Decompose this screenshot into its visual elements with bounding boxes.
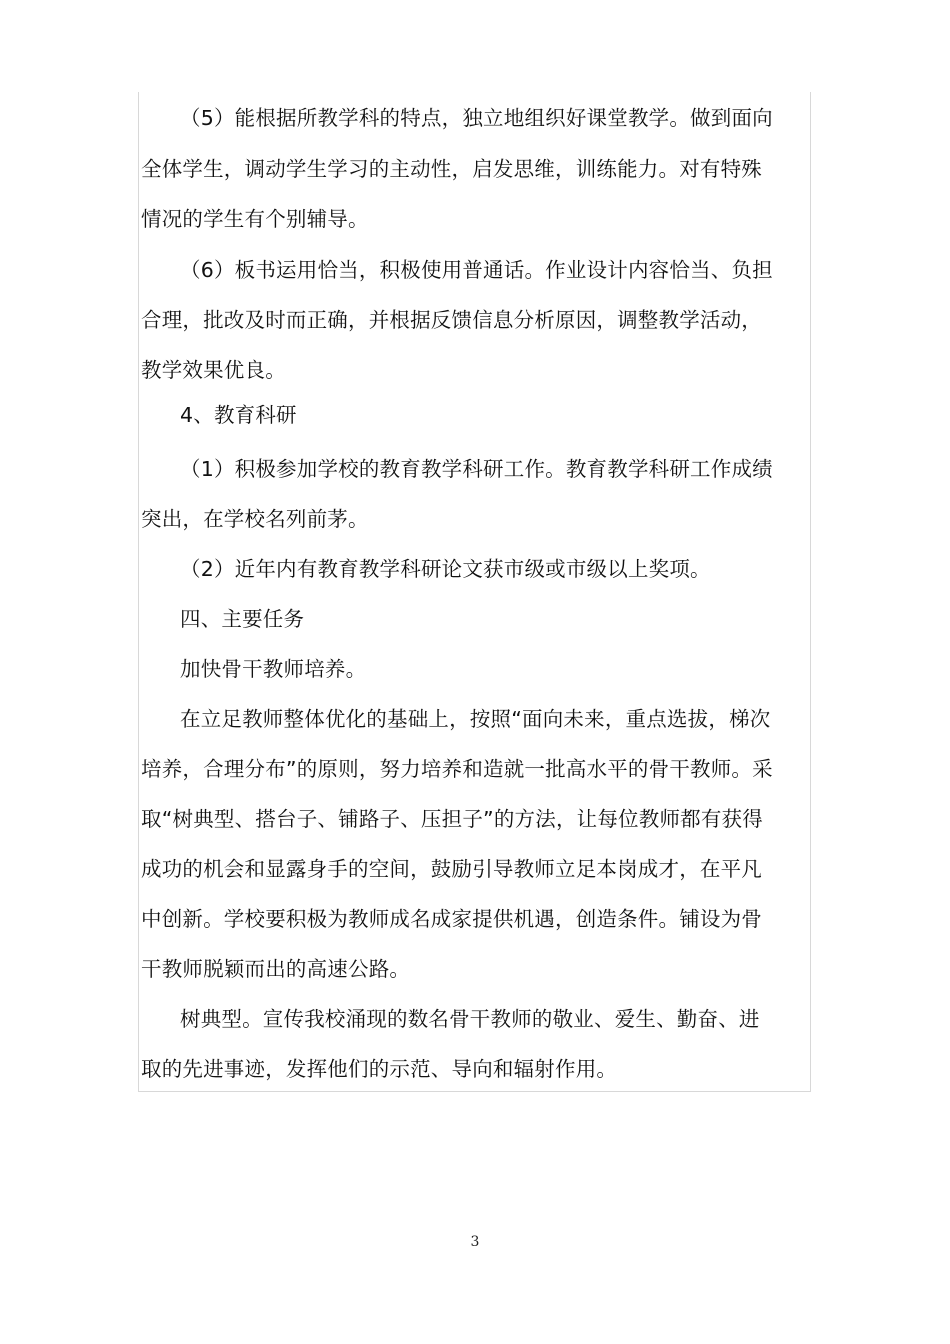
text-line: 突出，在学校名列前茅。	[141, 507, 369, 531]
text-line: 合理，批改及时而正确，并根据反馈信息分析原因，调整教学活动，	[141, 308, 762, 332]
section-heading: 四、主要任务	[180, 607, 305, 631]
text-line: 取的先进事迹，发挥他们的示范、导向和辐射作用。	[141, 1057, 618, 1081]
text-line: 中创新。学校要积极为教师成名成家提供机遇，创造条件。铺设为骨	[141, 907, 762, 931]
text-line: 在立足教师整体优化的基础上，按照“面向未来，重点选拔，梯次	[180, 707, 771, 731]
text-line: 全体学生，调动学生学习的主动性，启发思维，训练能力。对有特殊	[141, 157, 762, 181]
text-line: （5）能根据所教学科的特点，独立地组织好课堂教学。做到面向	[180, 106, 773, 130]
text-line: （1）积极参加学校的教育教学科研工作。教育教学科研工作成绩	[180, 457, 773, 481]
text-line: 取“树典型、搭台子、铺路子、压担子”的方法，让每位教师都有获得	[141, 807, 763, 831]
text-line: 情况的学生有个别辅导。	[141, 207, 369, 231]
text-line: 加快骨干教师培养。	[180, 657, 367, 681]
section-heading: 4、教育科研	[180, 403, 297, 427]
text-line: 成功的机会和显露身手的空间，鼓励引导教师立足本岗成才，在平凡	[141, 857, 762, 881]
text-line: （6）板书运用恰当，积极使用普通话。作业设计内容恰当、负担	[180, 258, 773, 282]
page-number: 3	[470, 1234, 480, 1250]
content-frame	[138, 92, 811, 1092]
text-line: 培养，合理分布”的原则，努力培养和造就一批高水平的骨干教师。采	[141, 757, 773, 781]
text-line: 干教师脱颖而出的高速公路。	[141, 957, 411, 981]
text-line: 教学效果优良。	[141, 358, 286, 382]
text-line: （2）近年内有教育教学科研论文获市级或市级以上奖项。	[180, 557, 711, 581]
text-line: 树典型。宣传我校涌现的数名骨干教师的敬业、爱生、勤奋、进	[180, 1007, 760, 1031]
